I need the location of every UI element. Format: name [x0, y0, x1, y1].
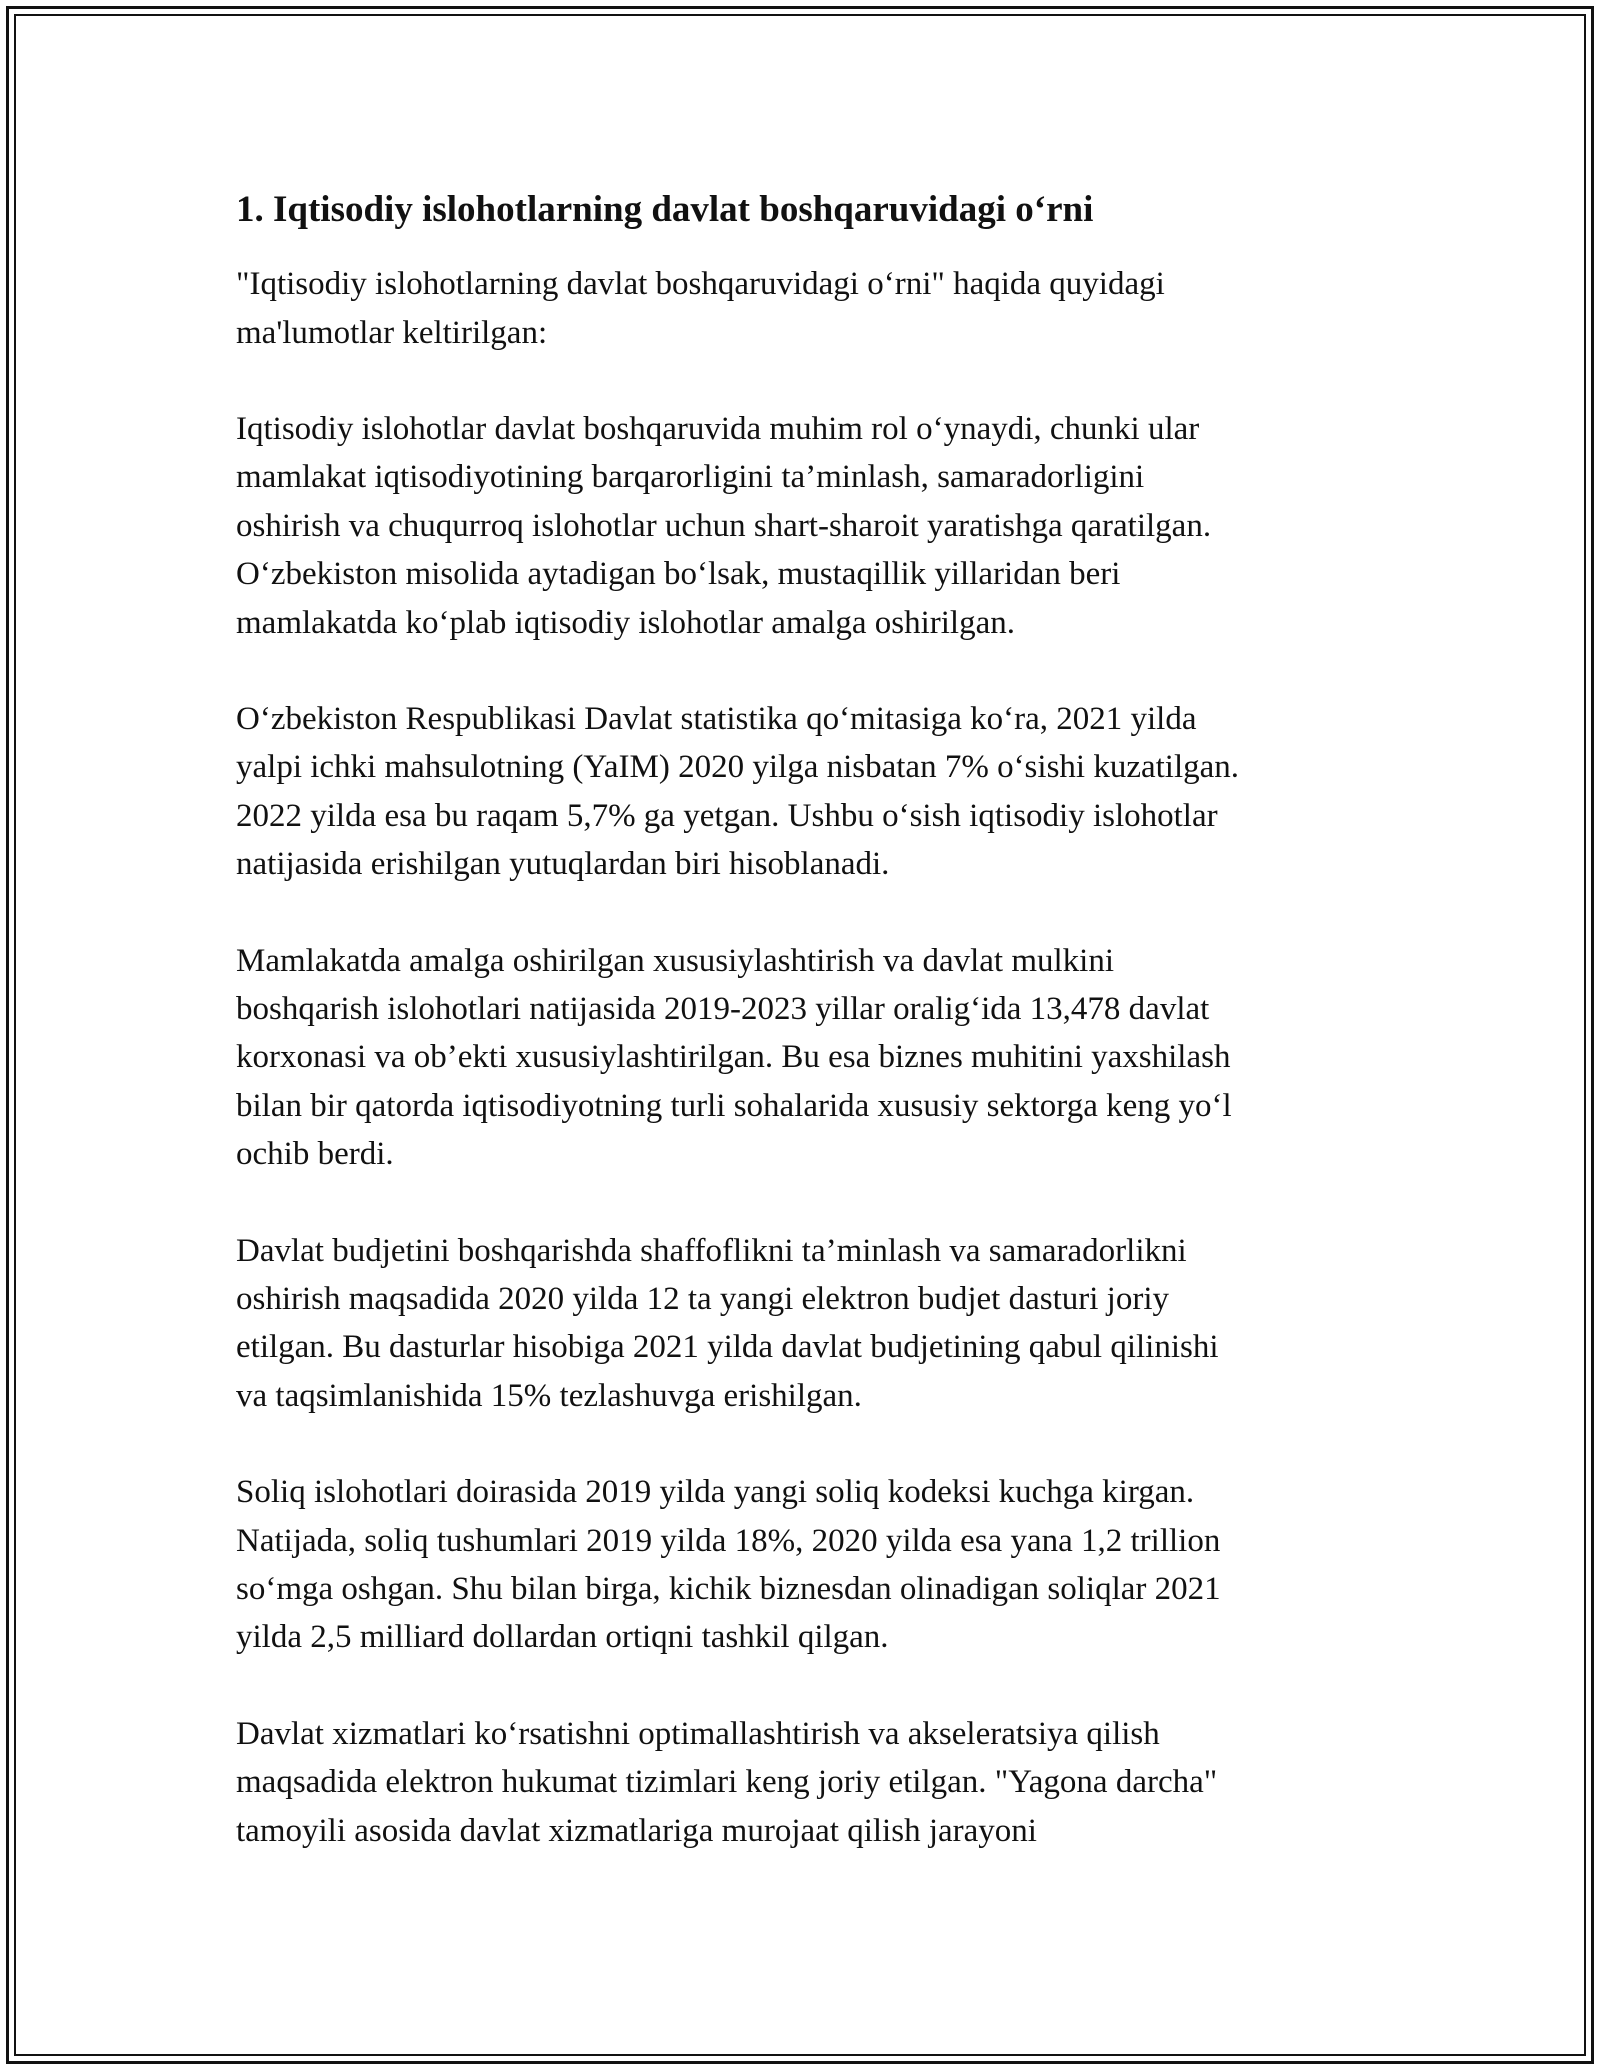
section-heading: 1. Iqtisodiy islohotlarning davlat boshqaruvidagi o‘rni [236, 189, 1094, 230]
paragraph-gdp-growth: O‘zbekiston Respublikasi Davlat statistika qo‘mitasiga ko‘ra, 2021 yilda yalpi ichki mahsulotning (YaIM) 2020 yilga nisbatan 7% o‘sishi kuzatilgan. 2022 yilda esa bu raqam 5,7% ga yetgan. Ushbu o‘sish iqtisodiy islohotlar natijasida erishilgan yutuqlardan biri hisoblanadi. [236, 700, 1240, 883]
paragraph-budget: Davlat budjetini boshqarishda shaffoflikni ta’minlash va samaradorlikni oshirish maqsadida 2020 yilda 12 ta yangi elektron budjet dasturi joriy etilgan. Bu dasturlar hisobiga 2021 yilda davlat budjetining qabul qilinishi va taqsimlanishida 15% tezlashuvga erishilgan. [236, 1232, 1219, 1414]
paragraph-privatization: Mamlakatda amalga oshirilgan xususiylashtirish va davlat mulkini boshqarish islohotlari natijasida 2019-2023 yillar oralig‘ida 13,478 davlat korxonasi va ob’ekti xususiylashtirilgan. Bu esa biznes muhitini yaxshilash bilan bir qatorda iqtisodiyotning turli sohalarida xususiy sektorga keng yo‘l ochib berdi. [236, 942, 1232, 1173]
paragraph-intro: "Iqtisodiy islohotlarning davlat boshqaruvidagi o‘rni" haqida quyidagi ma'lumotlar keltirilgan: [236, 266, 1165, 351]
document-body [236, 186, 1366, 1903]
paragraph-public-services: Davlat xizmatlari ko‘rsatishni optimallashtirish va akseleratsiya qilish maqsadida elektron hukumat tizimlari keng joriy etilgan. "Yagona darcha" tamoyili asosida davlat xizmatlariga murojaat qilish jarayoni [236, 1715, 1218, 1849]
paragraph-tax-reform: Soliq islohotlari doirasida 2019 yilda yangi soliq kodeksi kuchga kirgan. Natijada, soliq tushumlari 2019 yilda 18%, 2020 yilda esa yana 1,2 trillion so‘mga oshgan. Shu bilan birga, kichik biznesdan olinadigan soliqlar 2021 yilda 2,5 milliard dollardan ortiqni tashkil qilgan. [236, 1474, 1221, 1656]
paragraph-role-of-reforms: Iqtisodiy islohotlar davlat boshqaruvida muhim rol o‘ynaydi, chunki ular mamlakat iqtisodiyotining barqarorligini ta’minlash, samaradorligini oshirish va chuqurroq islohotlar uchun shart-sharoit yaratishga qaratilgan. O‘zbekiston misolida aytadigan bo‘lsak, mustaqillik yillaridan beri mamlakatda ko‘plab iqtisodiy islohotlar amalga oshirilgan. [236, 410, 1212, 641]
